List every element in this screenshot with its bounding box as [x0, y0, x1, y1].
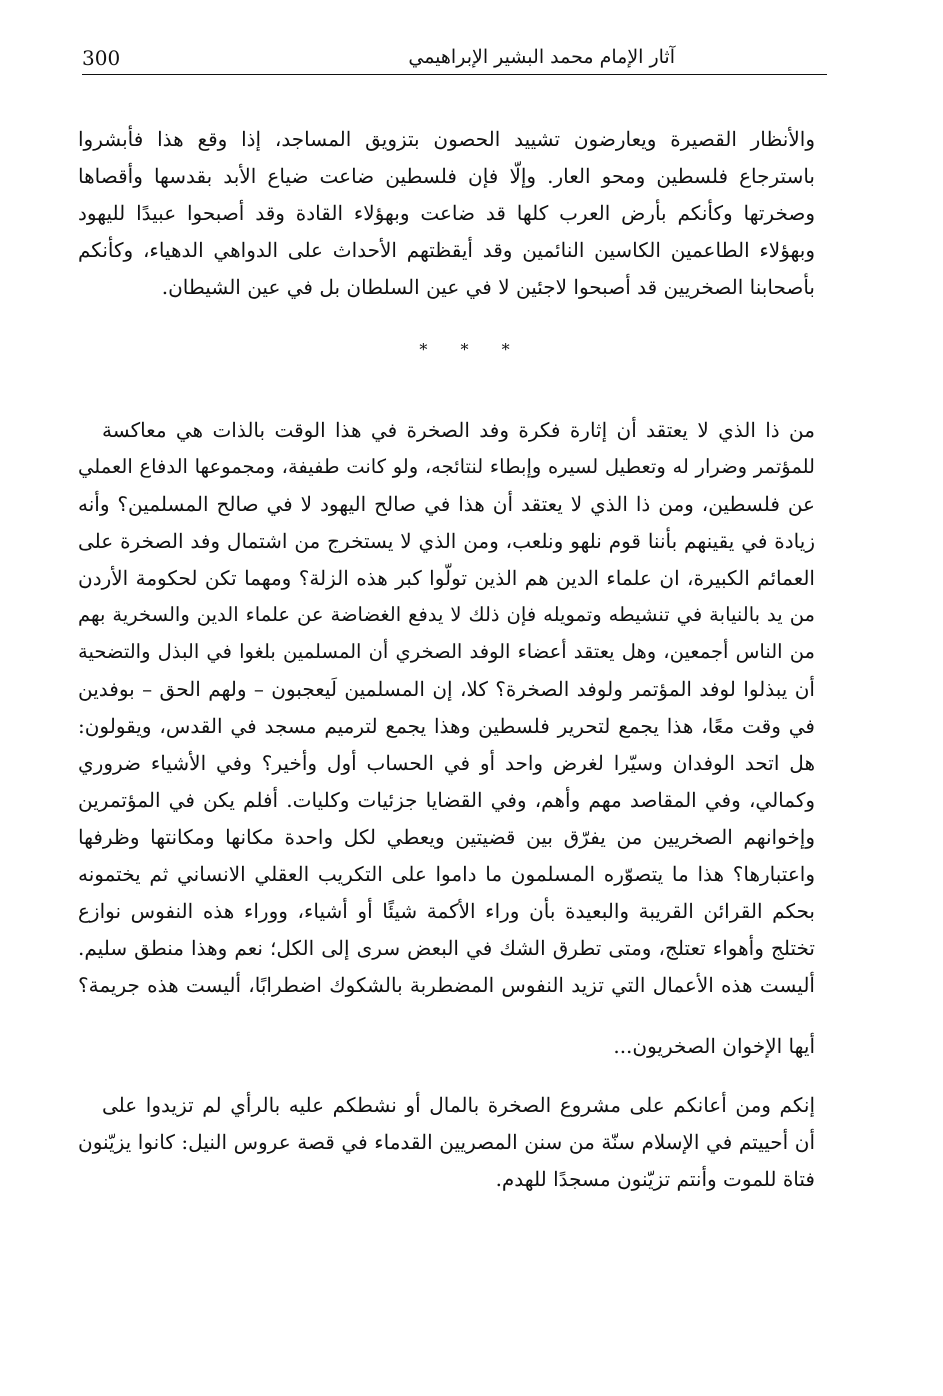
text-line: زيادة في يقينهم بأننا قوم نلهو ونلعب، ومن الذي لا يستخرج من اشتمال وفد الصخرة على — [78, 529, 815, 553]
text-line: واعتبارها؟ هذا ما يتصوّره المسلمون ما داموا على التكريب العقلي الانساني ثم يختمونه — [78, 862, 815, 886]
running-title: آثار الإمام محمد البشير الإبراهيمي — [408, 46, 675, 68]
text-line: أن أحييتم في الإسلام سنّة من سنن المصريين القدماء في قصة عروس النيل: كانوا يزيّنون — [78, 1130, 815, 1154]
section-separator: * * * — [419, 340, 524, 359]
text-line: من ذا الذي لا يعتقد أن إثارة فكرة وفد الصخرة في هذا الوقت بالذات هي معاكسة — [102, 418, 815, 442]
text-line: من يد بالنيابة في تنشيطه وتمويله فإن ذلك لا يدفع الغضاضة عن علماء الدين والسخرية بهم — [78, 603, 815, 626]
text-line: هل اتحد الوفدان وسيّرا لغرض واحد أو في الحساب أول وأخير؟ وفي الأشياء ضروري — [78, 751, 815, 775]
text-line: للمؤتمر وضرار له وتعطيل لسيره وإبطاء لنتائجه، ولو كانت طفيفة، ومجموعها الدفاع العملي — [78, 455, 815, 478]
text-line: والأنظار القصيرة ويعارضون تشييد الحصون بتزويق المساجد، إذا وقع هذا فأبشروا — [78, 127, 815, 151]
text-line: عن فلسطين، ومن ذا الذي لا يعتقد أن هذا في صالح اليهود لا في صالح المسلمين؟ وأنه — [78, 492, 815, 516]
text-line: فتاة للموت وأنتم تزيّنون مسجدًا للهدم. — [495, 1167, 815, 1191]
text-line: إنكم ومن أعانكم على مشروع الصخرة بالمال أو نشطكم عليه بالرأي لم تزيدوا على — [102, 1093, 815, 1117]
text-line: وإخوانهم الصخريين من يفرّق بين قضيتين ويعطي لكل واحدة مكانها ومكانتها وظرفها — [78, 825, 815, 849]
text-line: وكمالي، وفي المقاصد مهم وأهم، وفي القضايا جزئيات وكليات. أفلم يكن في المؤتمرين — [78, 788, 815, 812]
text-line: في وقت معًا، هذا يجمع لتحرير فلسطين وهذا يجمع لترميم مسجد في القدس، ويقولون: — [78, 714, 815, 738]
text-line: أن يبذلوا لوفد المؤتمر ولوفد الصخرة؟ كلا، إن المسلمين لَيعجبون – ولهم الحق – بوفدين — [78, 677, 815, 701]
text-line: أليست هذه الأعمال التي تزيد النفوس المضطربة بالشكوك اضطرابًا، أليست هذه جريمة؟ — [78, 973, 815, 997]
text-line: من الناس أجمعين، وهل يعتقد أعضاء الوفد الصخري أن المسلمين بلغوا في البذل والتضحية — [78, 640, 815, 663]
paragraph-3: أيها الإخوان الصخريون... — [613, 1034, 815, 1058]
text-line: وبهؤلاء الطاعمين الكاسين النائمين وقد أيقظتهم الأحداث على الدواهي الدهياء، وكأنكم — [78, 238, 815, 262]
text-line: تختلج وأهواء تعتلج، ومتى تطرق الشك في البعض سرى إلى الكل؛ نعم وهذا منطق سليم. — [78, 936, 815, 960]
text-line: باسترجاع فلسطين ومحو العار. وإلّا فإن فلسطين ضاعت ضياع الأبد بقدسها وأقصاها — [78, 164, 815, 188]
text-line: بحكم القرائن القريبة والبعيدة بأن وراء الأكمة شيئًا أو أشياء، ووراء هذه النفوس نوازع — [78, 899, 815, 923]
text-line: وصخرتها وكأنكم بأرض العرب كلها قد ضاعت وبهؤلاء القادة وقد أصبحوا عبيدًا لليهود — [78, 201, 815, 225]
page-number: 300 — [82, 46, 121, 70]
page-header — [82, 44, 827, 75]
text-line: بأصحابنا الصخريين قد أصبحوا لاجئين لا في عين السلطان بل في عين الشيطان. — [161, 275, 815, 299]
text-line: العمائم الكبيرة، ان علماء الدين هم الذين تولّوا كبر هذه الزلة؟ ومهما تكن لحكومة الأردن — [78, 566, 815, 590]
